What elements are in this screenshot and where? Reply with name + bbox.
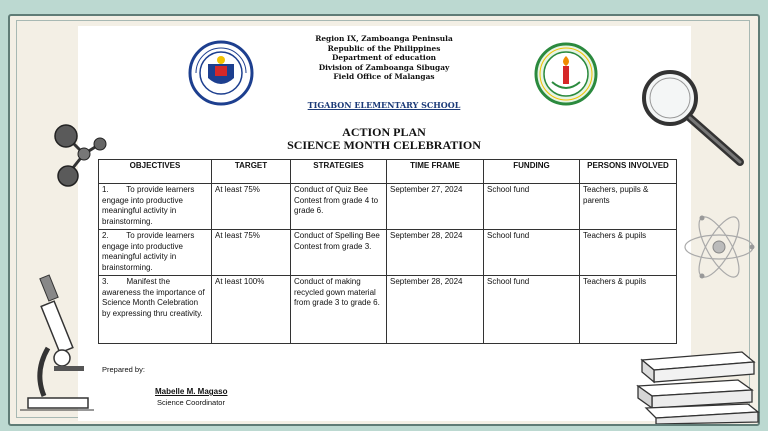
table-cell: Conduct of Spelling Bee Contest from grade 3. — [291, 230, 387, 276]
table-cell: Teachers, pupils & parents — [580, 184, 677, 230]
school-name: TIGABON ELEMENTARY SCHOOL — [307, 100, 461, 110]
signatory-role: Science Coordinator — [157, 398, 225, 407]
table-row — [99, 276, 677, 344]
column-header: OBJECTIVES — [99, 160, 212, 184]
column-header: PERSONS INVOLVED — [580, 160, 677, 184]
column-header: FUNDING — [484, 160, 580, 184]
table-cell: School fund — [484, 276, 580, 344]
table-cell: School fund — [484, 230, 580, 276]
books-stack-icon — [632, 348, 762, 424]
table-cell: At least 100% — [212, 276, 291, 344]
column-header: STRATEGIES — [291, 160, 387, 184]
header-region: Region IX, Zamboanga Peninsula — [315, 34, 453, 43]
document-title — [0, 126, 768, 152]
action-plan-table — [98, 159, 677, 344]
table-row — [99, 184, 677, 230]
column-header: TARGET — [212, 160, 291, 184]
microscope-icon — [14, 262, 98, 412]
table-cell: Teachers & pupils — [580, 276, 677, 344]
table-cell: September 27, 2024 — [387, 184, 484, 230]
table-cell: At least 75% — [212, 230, 291, 276]
column-header: TIME FRAME — [387, 160, 484, 184]
header-division: Division of Zamboanga Sibugay — [318, 62, 450, 72]
table-cell: 2. To provide learners engage into productive meaningful activity in brainstorming. — [99, 230, 212, 276]
header-block — [0, 34, 768, 82]
table-cell: 1. To provide learners engage into productive meaningful activity in brainstorming. — [99, 184, 212, 230]
table-row — [99, 230, 677, 276]
table-cell: September 28, 2024 — [387, 276, 484, 344]
table-cell: School fund — [484, 184, 580, 230]
table-cell: At least 75% — [212, 184, 291, 230]
header-republic: Republic of the Philippines — [327, 43, 441, 53]
table-cell: Teachers & pupils — [580, 230, 677, 276]
title-line-1: ACTION PLAN — [342, 125, 426, 139]
table-cell: 3. Manifest the awareness the importance of Science Month Celebration by expressing thru creativity. — [99, 276, 212, 344]
header-department: Department of education — [332, 53, 436, 63]
header-field-office: Field Office of Malangas — [333, 72, 435, 82]
table-cell: Conduct of Quiz Bee Contest from grade 4 to grade 6. — [291, 184, 387, 230]
title-line-2: SCIENCE MONTH CELEBRATION — [287, 138, 481, 152]
table-header-row — [99, 160, 677, 184]
table-cell: Conduct of making recycled gown material from grade 3 to grade 6. — [291, 276, 387, 344]
signatory-name: Mabelle M. Magaso — [155, 387, 228, 396]
prepared-by-label: Prepared by: — [102, 365, 145, 374]
atom-icon — [680, 208, 758, 286]
table-cell: September 28, 2024 — [387, 230, 484, 276]
